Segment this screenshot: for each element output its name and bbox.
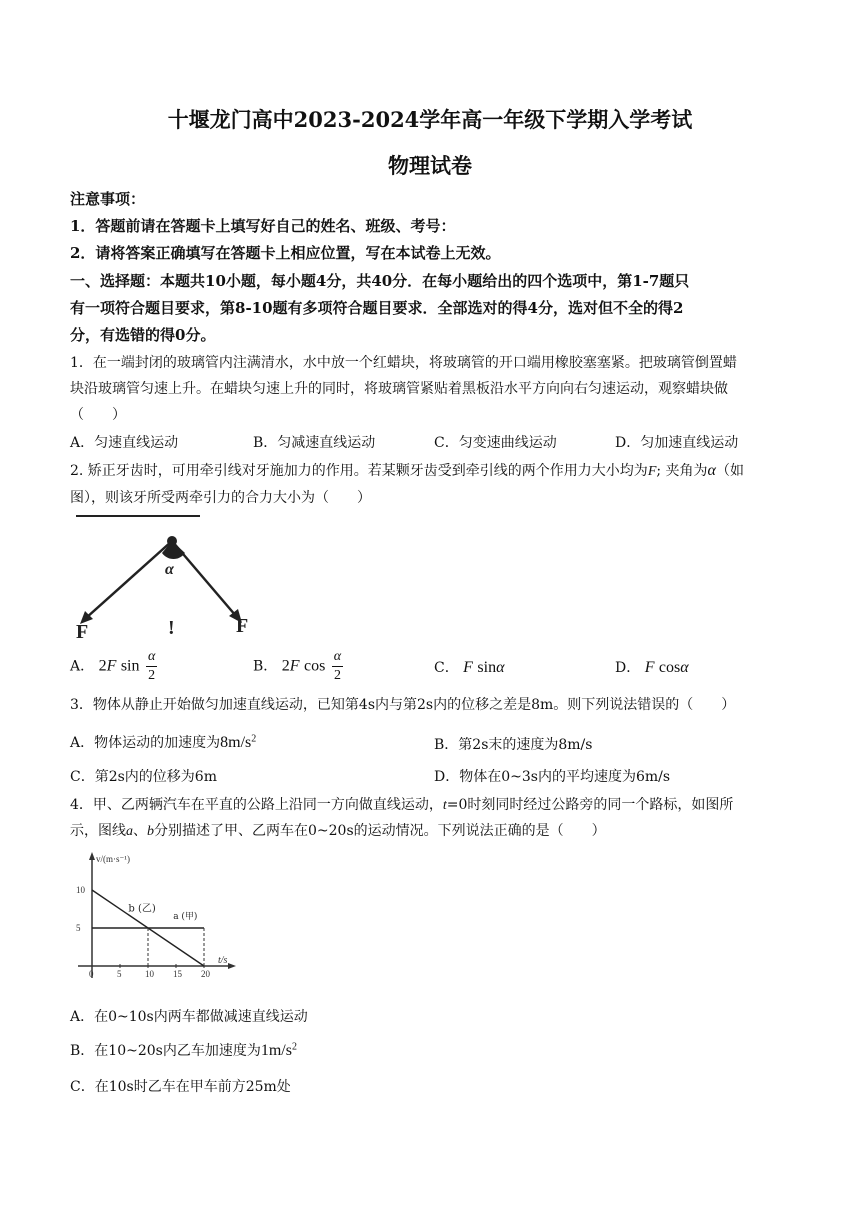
q2-option-b-fraction xyxy=(332,650,343,683)
chart-y-tick-label: 5 xyxy=(76,923,81,933)
q4-line-2 xyxy=(70,820,606,840)
q2-option-a-label: A． xyxy=(70,658,95,675)
q2-option-a-numerator: α xyxy=(146,650,157,667)
q2-option-b-numerator: α xyxy=(332,650,343,667)
chart-y-arrow xyxy=(89,852,95,860)
q3-option-b: B．第2s末的速度为8m/s xyxy=(434,737,593,753)
q4-line-a-symbol: a xyxy=(126,824,133,839)
q2-option-a-denominator: 2 xyxy=(148,668,156,683)
q4-option-b-exponent: 2 xyxy=(291,1041,297,1053)
q2-line-1-part-b: ; 夹角为 xyxy=(656,463,708,479)
q1-option-a: A．匀速直线运动 xyxy=(70,435,179,451)
notes-item-2: 2．请将答案正确填写在答题卡上相应位置，写在本试卷上无效。 xyxy=(70,244,501,262)
q1-option-d: D．匀加速直线运动 xyxy=(615,435,739,451)
q4-option-c: C．在10s时乙车在甲车前方25m处 xyxy=(70,1079,291,1095)
q2-option-a-func: sin xyxy=(120,657,140,675)
q2-option-b-label: B． xyxy=(253,658,278,675)
q2-force-diagram xyxy=(72,512,272,644)
q2-figure-mid-mark: ! xyxy=(168,617,175,639)
q3-option-d: D．物体在0~3s内的平均速度为6m/s xyxy=(434,769,671,785)
q2-figure-left-force-label: F xyxy=(76,621,89,643)
section1-line-1: 一、选择题：本题共10小题，每小题4分，共40分．在每小题给出的四个选项中，第1-7题只 xyxy=(70,272,690,290)
q2-option-a-coef: 2 xyxy=(98,657,107,675)
q2-option-b-coef: 2 xyxy=(281,657,290,675)
q4-line-2-separator: 、 xyxy=(133,823,147,839)
q2-figure-right-force-label: F xyxy=(236,615,249,637)
chart-series-a-label: a (甲) xyxy=(173,911,198,922)
q4-option-a: A．在0~10s内两车都做减速直线运动 xyxy=(70,1009,308,1025)
q4-vt-chart xyxy=(70,850,270,990)
notes-heading: 注意事项： xyxy=(70,190,146,208)
section1-line-2: 有一项符合题目要求，第8-10题有多项符合题目要求．全部选对的得4分，选对但不全的得2 xyxy=(70,299,684,317)
q1-line-2: 块沿玻璃管匀速上升。在蜡块匀速上升的同时，将玻璃管紧贴着黑板沿水平方向向右匀速运动，观察蜡块做 xyxy=(70,381,728,397)
q2-option-d-label: D． xyxy=(615,660,641,676)
chart-x-label: t/s xyxy=(218,955,228,966)
q2-option-b xyxy=(253,650,345,683)
q2-option-b-func: cos xyxy=(303,657,326,675)
q2-force-symbol: F xyxy=(647,464,657,479)
q4-line-2-part-b: 分别描述了甲、乙两车在0~20s的运动情况。下列说法正确的是（ ） xyxy=(154,823,606,839)
chart-x-arrow xyxy=(228,963,236,969)
exam-subtitle: 物理试卷 xyxy=(388,153,472,178)
chart-x-tick-label: 20 xyxy=(201,969,210,979)
q2-option-d-arg: α xyxy=(680,659,689,676)
q2-line-1-part-c: （如 xyxy=(715,463,744,479)
q2-option-c-func: sin xyxy=(477,659,497,676)
chart-x-tick-label: 15 xyxy=(173,969,182,979)
q2-option-d-var: F xyxy=(644,659,655,676)
q2-option-a xyxy=(70,650,159,683)
q2-option-c xyxy=(434,657,504,677)
q2-option-c-var: F xyxy=(463,659,473,676)
q2-option-b-var: F xyxy=(289,657,300,675)
chart-y-label: v/(m·s⁻¹) xyxy=(96,854,130,864)
chart-series-b-label: b (乙) xyxy=(128,903,156,915)
q1-line-1: 1．在一端封闭的玻璃管内注满清水，水中放一个红蜡块，将玻璃管的开口端用橡胶塞塞紧。把玻璃管倒置蜡 xyxy=(70,355,737,371)
q2-angle-symbol: α xyxy=(707,462,716,479)
q3-option-a-text: A．物体运动的加速度为 xyxy=(70,735,221,751)
q4-line-2-part-a: 示，图线 xyxy=(70,823,126,839)
q3-option-c: C．第2s内的位移为6m xyxy=(70,769,217,785)
q1-line-3: （ ） xyxy=(70,407,126,423)
q2-figure-alpha-label: α xyxy=(165,561,174,578)
q2-line-1-part-a: 2. 矫正牙齿时，可用牵引线对牙施加力的作用。若某颗牙齿受到牵引线的两个作用力大小均为 xyxy=(70,463,648,479)
chart-x-tick-label: 0 xyxy=(89,969,94,979)
q3-option-a-exponent: 2 xyxy=(251,733,257,745)
chart-x-tick-label: 5 xyxy=(117,969,122,979)
q2-line-2: 图），则该牙所受两牵引力的合力大小为（ ） xyxy=(70,490,371,506)
q2-option-c-arg: α xyxy=(496,659,505,676)
q3-option-a-value: 8m/s xyxy=(220,734,252,751)
q4-option-b-text: B．在10~20s内乙车加速度为 xyxy=(70,1043,261,1059)
q2-option-a-var: F xyxy=(106,657,117,675)
exam-title: 十堰龙门高中2023-2024学年高一年级下学期入学考试 xyxy=(167,107,693,132)
chart-x-tick-label: 10 xyxy=(145,969,154,979)
q4-time-symbol: t xyxy=(442,798,447,813)
q2-option-b-denominator: 2 xyxy=(333,668,341,683)
q4-line-b-symbol: b xyxy=(147,824,154,839)
q4-option-b xyxy=(70,1040,297,1060)
q2-option-d xyxy=(615,657,689,677)
q3-line-1: 3．物体从静止开始做匀加速直线运动，已知第4s内与第2s内的位移之差是8m。则下列说法错误的（ ） xyxy=(70,697,736,713)
q1-option-c: C．匀变速曲线运动 xyxy=(434,435,557,451)
q4-option-b-value: 1m/s xyxy=(260,1042,292,1059)
q2-option-c-label: C． xyxy=(434,660,459,676)
q4-line-1 xyxy=(70,794,733,814)
section1-line-3: 分，有选错的得0分。 xyxy=(70,326,216,344)
q1-option-b: B．匀减速直线运动 xyxy=(253,435,376,451)
q3-option-a xyxy=(70,732,256,752)
q4-line-1-part-b: =0时刻同时经过公路旁的同一个路标，如图所 xyxy=(446,797,734,813)
q2-option-d-func: cos xyxy=(658,659,681,676)
notes-item-1: 1．答题前请在答题卡上填写好自己的姓名、班级、考号： xyxy=(70,217,456,235)
chart-y-tick-label: 10 xyxy=(76,885,85,895)
q4-line-1-part-a: 4．甲、乙两辆汽车在平直的公路上沿同一方向做直线运动， xyxy=(70,797,443,813)
q2-line-1 xyxy=(70,460,744,480)
q2-option-a-fraction xyxy=(146,650,157,683)
